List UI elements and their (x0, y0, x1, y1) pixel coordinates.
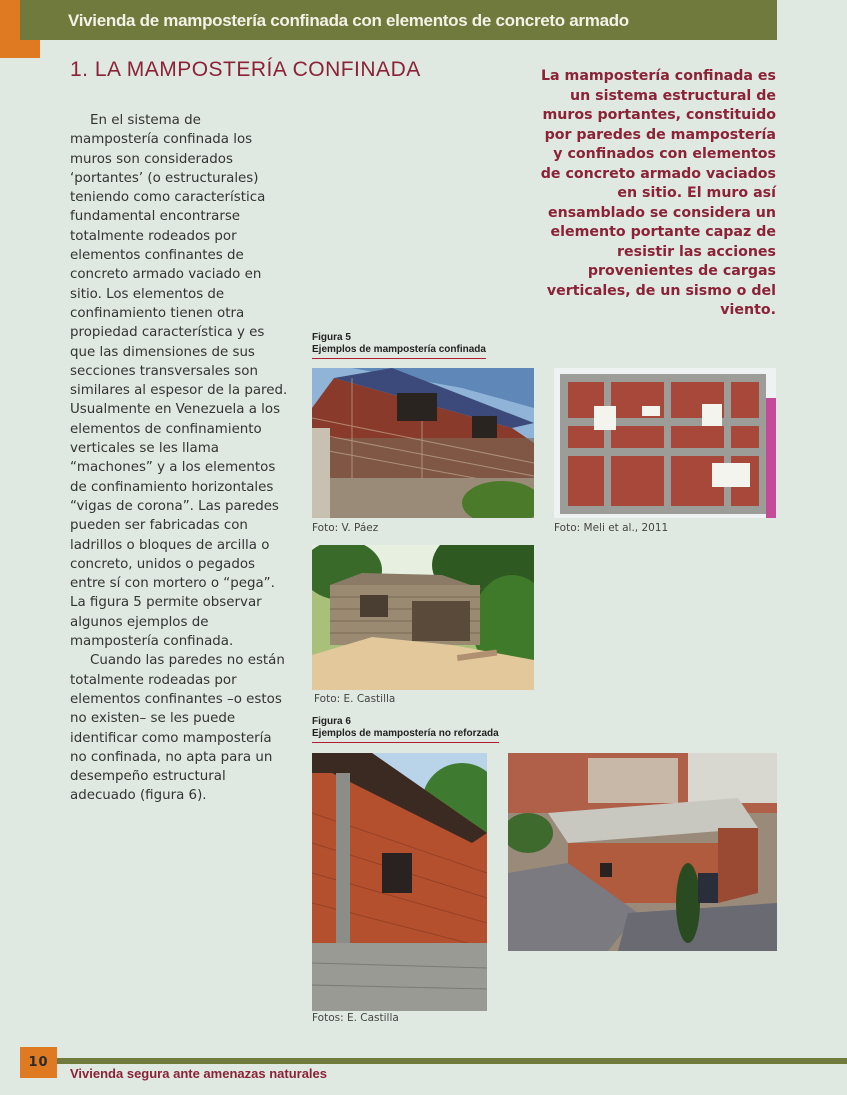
figure-5-credit-3: Foto: E. Castilla (314, 693, 396, 705)
page-number: 10 (20, 1047, 57, 1078)
photo-confined-masonry-house-3 (312, 545, 534, 690)
figure-5-caption: Ejemplos de mampostería confinada (312, 344, 486, 359)
photo-unreinforced-masonry-settlement (508, 753, 777, 951)
figure-6-credit: Fotos: E. Castilla (312, 1012, 399, 1024)
figure-5-credit-1: Foto: V. Páez (312, 522, 379, 534)
photo-confined-masonry-house-1 (312, 368, 534, 518)
body-paragraph-1: En el sistema de mampostería confinada los muros son considerados ‘portantes’ (o estructurales) teniendo como característica fundamental encontrarse totalmente rodeados por elementos confinantes de concreto armado vaciado en sitio. Los elementos de confinamiento tienen otra propiedad característica y es que las dimensiones de sus secciones transversales son similares al espesor de la pared. Usualmente en Venezuela a los elementos de confinamiento verticales se les llama “machones” y a los elementos de confinamiento horizontales “vigas de corona”. Las paredes pueden ser fabricadas con ladrillos o bloques de arcilla o concreto, unidos o pegados entre sí con mortero o “pega”. La figura 5 permite observar algunos ejemplos de mampostería confinada. (70, 113, 288, 650)
figure-5-number: Figura 5 (312, 332, 351, 343)
figure-5-credit-2: Foto: Meli et al., 2011 (554, 522, 669, 534)
body-paragraph-2: Cuando las paredes no están totalmente rodeadas por elementos confinantes –o estos no existen– se les puede identificar como mampostería no confinada, no apta para un desempeño estructural adecuado (figura 6). (70, 653, 285, 804)
photo-unreinforced-masonry-wall (312, 753, 487, 1011)
running-header: Vivienda de mampostería confinada con elementos de concreto armado (20, 0, 777, 40)
section-title: 1. LA MAMPOSTERÍA CONFINADA (70, 58, 421, 81)
figure-6-caption: Ejemplos de mampostería no reforzada (312, 728, 499, 743)
pullquote: La mampostería confinada es un sistema estructural de muros portantes, constituido por paredes de mampostería y confinados con elementos de concreto armado vaciados en sitio. El muro así ensamblado se considera un elemento portante capaz de resistir las acciones provenientes de cargas verticales, de un sismo o del viento. (540, 68, 776, 318)
footer-rule (20, 1058, 847, 1064)
figure-6-label (312, 716, 499, 743)
body-text (70, 111, 292, 806)
running-footer: Vivienda segura ante amenazas naturales (70, 1066, 327, 1081)
figure-6-number: Figura 6 (312, 716, 351, 727)
photo-confined-masonry-house-2 (554, 368, 776, 518)
figure-5-label (312, 332, 486, 359)
